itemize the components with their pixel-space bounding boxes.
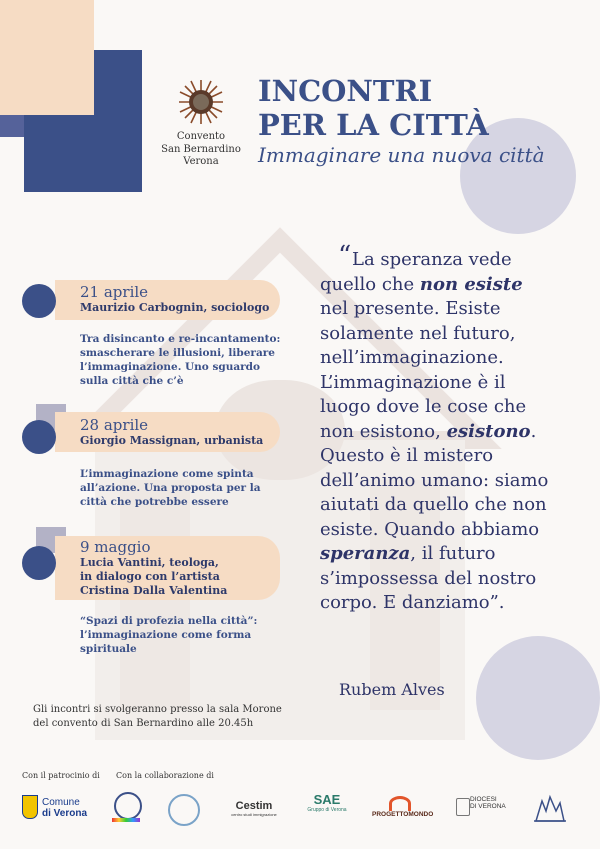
quote-open-mark: “ <box>338 241 352 271</box>
event-1-topic-line: sulla città che c’è <box>80 375 184 387</box>
event-2-topic-line: città che potrebbe essere <box>80 496 229 508</box>
title-line-1: INCONTRI <box>258 74 433 108</box>
quote-text: s’impossessa del nostro <box>320 567 537 589</box>
quote-text: non esistono, <box>320 420 447 442</box>
convent-sunburst-logo <box>177 78 225 126</box>
quote-line <box>320 420 580 445</box>
quote-text: La speranza vede <box>352 249 512 270</box>
event-1-speaker: Maurizio Carbognin, sociologo <box>80 301 270 314</box>
diocesi-line-2: DI VERONA <box>470 803 506 810</box>
event-2-topic-line: all’azione. Una proposta per la <box>80 482 261 494</box>
cestim-logo <box>228 800 280 817</box>
quote-emphasis: non esiste <box>419 273 523 295</box>
diocesi-emblem-icon <box>456 798 470 816</box>
quote-text: Questo è il mistero <box>320 445 494 466</box>
quote-line <box>320 273 580 298</box>
quote-text: aiutati da quello che non <box>320 494 547 515</box>
quote-text: , il futuro <box>410 543 496 564</box>
quote-text: nel presente. Esiste <box>320 298 501 319</box>
event-1-topic-line: Tra disincanto e re-incantamento: <box>80 333 281 345</box>
patronage-label: Con il patrocinio di <box>22 771 100 780</box>
event-3-dot <box>22 546 56 580</box>
verona-crest-icon <box>22 795 38 819</box>
quote-text: esiste. Quando abbiamo <box>320 518 540 540</box>
sae-subtitle: Gruppo di Verona <box>307 807 347 813</box>
partner-logo-2-icon <box>168 794 200 826</box>
event-2-topic-line: L’immaginazione come spinta <box>80 468 254 480</box>
comune-verona-logo <box>22 795 92 825</box>
title-subtitle: Immaginare una nuova città <box>258 143 545 167</box>
quote-line <box>320 322 580 347</box>
venue-note <box>33 703 282 731</box>
convent-line-3: Verona <box>183 156 219 167</box>
quote-line <box>320 567 580 592</box>
quote-block <box>320 241 580 616</box>
title-line-2: PER LA CITTÀ <box>258 108 489 142</box>
quote-line <box>320 591 580 616</box>
event-1-date: 21 aprile <box>80 283 149 301</box>
event-3-topic-line: l’immaginazione come forma <box>80 629 252 641</box>
quote-text: solamente nel futuro, <box>320 322 516 344</box>
event-3-topic-line: “Spazi di profezia nella città”: <box>80 615 258 627</box>
quote-text: quello che <box>320 273 420 295</box>
sae-logo <box>303 792 351 813</box>
cestim-name: Cestim <box>235 800 273 812</box>
quote-text: luogo dove le cose che <box>320 396 527 417</box>
quote-emphasis: speranza <box>320 543 411 564</box>
quote-text: nell’immaginazione. <box>320 347 504 368</box>
event-2-speaker: Giorgio Massignan, urbanista <box>80 434 264 447</box>
quote-line <box>320 469 580 494</box>
quote-author: Rubem Alves <box>339 680 445 699</box>
partner-logo-1-rainbow-icon <box>112 818 140 822</box>
venue-line-1: Gli incontri si svolgeranno presso la sala Morone <box>33 704 282 715</box>
event-3-header <box>80 538 227 598</box>
event-2-header <box>80 416 263 448</box>
quote-line <box>320 248 580 273</box>
diocesi-line-1: DIOCESI <box>470 796 497 803</box>
event-1-header <box>80 283 269 315</box>
event-3-topic <box>80 614 257 656</box>
quote-line <box>320 371 580 396</box>
collaboration-label: Con la collaborazione di <box>116 771 214 780</box>
progettomondo-logo <box>372 796 434 818</box>
cestim-subtitle: centro studi immigrazione <box>231 812 277 817</box>
navy-strip <box>0 115 24 137</box>
convent-line-1: Convento <box>176 131 226 142</box>
event-1-dot <box>22 284 56 318</box>
quote-line <box>320 542 580 567</box>
quote-line <box>320 493 580 518</box>
event-3-speaker-line: Lucia Vantini, teologa, <box>80 556 219 569</box>
event-1-topic-line: smascherare le illusioni, liberare <box>80 347 275 359</box>
convent-name <box>150 131 252 169</box>
event-3-speaker-line: in dialogo con l’artista <box>80 570 220 583</box>
event-2-date: 28 aprile <box>80 416 149 434</box>
quote-text: L’immaginazione è il <box>320 371 506 393</box>
event-1-topic-line: l’immaginazione. Uno sguardo <box>80 361 261 373</box>
quote-line <box>320 346 580 371</box>
event-3-topic-line: spirituale <box>80 643 137 655</box>
quote-line <box>320 444 580 469</box>
event-2-topic <box>80 467 261 509</box>
progettomondo-mark-icon <box>389 796 411 811</box>
quote-text: . <box>530 420 537 442</box>
diocesi-verona-logo <box>456 796 514 810</box>
event-3-date: 9 maggio <box>80 538 151 556</box>
convent-line-2: San Bernardino <box>161 143 241 155</box>
partner-logo-church-icon <box>532 793 568 823</box>
quote-line <box>320 518 580 543</box>
partner-logo-1-icon <box>114 792 142 820</box>
quote-emphasis: esistono <box>446 420 531 442</box>
comune-line-2: di Verona <box>42 808 88 819</box>
quote-line <box>320 395 580 420</box>
quote-text: corpo. E danziamo”. <box>320 592 505 613</box>
event-1-topic <box>80 332 280 388</box>
peach-block-overlap <box>24 50 94 115</box>
quote-text: dell’animo umano: siamo <box>320 469 549 491</box>
title-block <box>258 74 545 168</box>
venue-line-2: del convento di San Bernardino alle 20.45h <box>33 718 254 729</box>
event-2-dot <box>22 420 56 454</box>
event-3-speaker-line: Cristina Dalla Valentina <box>80 584 228 597</box>
progettomondo-name: PROGETTOMONDO <box>372 811 434 818</box>
comune-line-1: Comune <box>42 797 80 808</box>
sae-name: SAE <box>313 792 341 807</box>
quote-line <box>320 297 580 322</box>
